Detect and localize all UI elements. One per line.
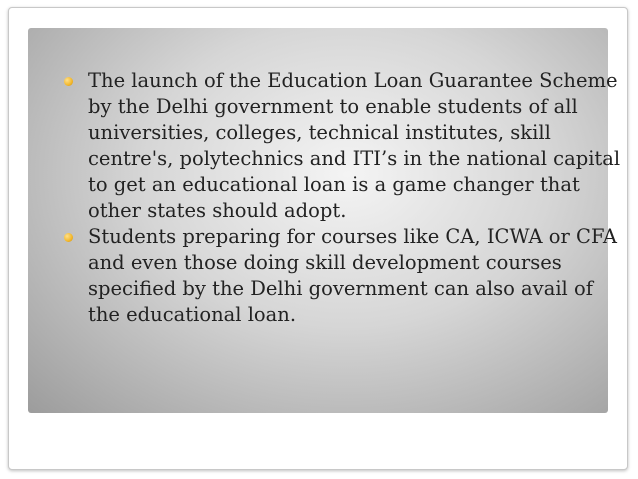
bullet-dot-icon [64,77,73,86]
bullet-text: The launch of the Education Loan Guarantee Scheme by the Delhi government to enable students of all universities, colleges, technical institutes, skill centre's, polytechnics and ITI’s in the national capital to get an educational loan is a game changer that other states should adopt. [88,69,621,222]
bullet-list [62,68,630,328]
content-panel [28,28,621,413]
bullet-text: Students preparing for courses like CA, ICWA or CFA and even those doing skill development courses specified by the Delhi government can also avail of the educational loan. [88,225,617,326]
bullet-item [62,224,630,328]
bullet-item [62,68,630,224]
bullet-dot-icon [64,233,73,242]
